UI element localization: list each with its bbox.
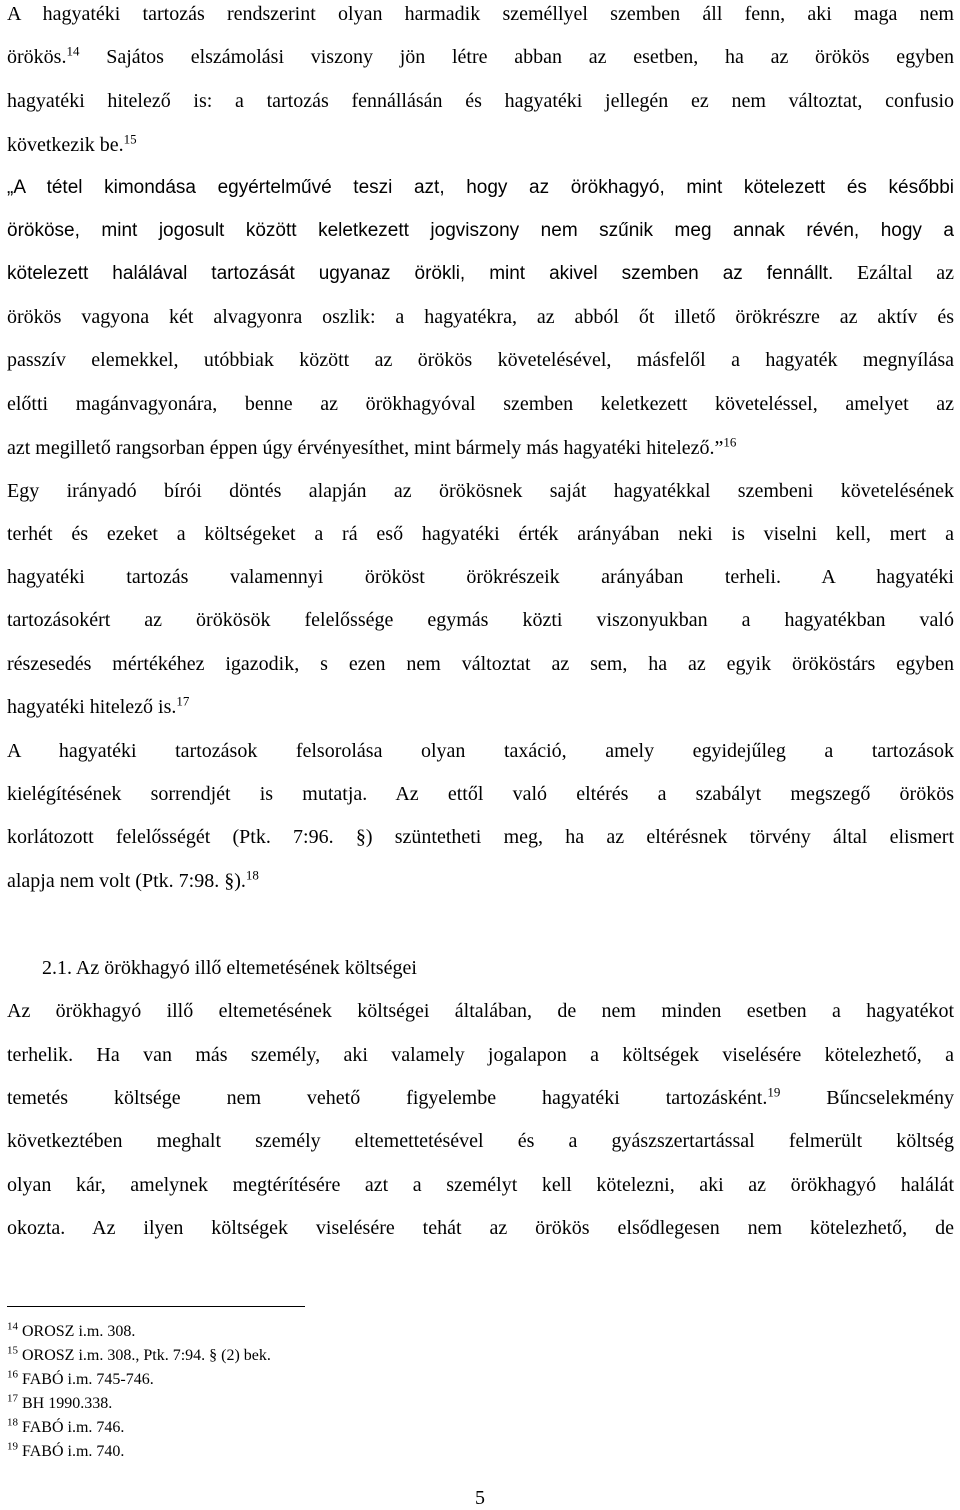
paragraph2-line <box>7 608 954 632</box>
text-run: kielégítésének sorrendjét is mutatja. Az ettől való eltérés a szabályt megszegő örökös <box>7 783 954 805</box>
paragraph1-line <box>7 89 954 113</box>
text-run: terhét és ezeket a költségeket a rá eső hagyatéki érték arányában neki is viselni kell, mert a <box>7 523 954 545</box>
paragraph3-line <box>7 825 954 849</box>
text-run: azt megillető rangsorban éppen úgy érvényesíthet, mint bármely más hagyatéki hitelező.” <box>7 437 724 459</box>
paragraph4-line <box>7 1173 954 1197</box>
footnote-number: 16 <box>7 1368 18 1381</box>
quote-line <box>7 219 954 243</box>
paragraph1-line <box>7 2 954 26</box>
paragraph4-line <box>7 1129 954 1153</box>
text-run: korlátozott felelősségét (Ptk. 7:96. §) szüntetheti meg, ha az eltérésnek törvény által elismert <box>7 826 954 848</box>
text-run: Bűncselekmény <box>780 1087 954 1109</box>
footnote-ref[interactable]: 19 <box>767 1084 781 1100</box>
text-run: előtti magánvagyonára, benne az örökhagyóval szemben keletkezett követeléssel, amelyet az <box>7 393 954 415</box>
text-run: következik be. <box>7 134 124 156</box>
paragraph2-line <box>7 565 954 589</box>
text-run: okozta. Az ilyen költségek viselésére tehát az örökös elsődlegesen nem kötelezhető, de <box>7 1217 954 1239</box>
footnote-text: OROSZ i.m. 308., Ptk. 7:94. § (2) bek. <box>18 1347 271 1364</box>
text-run: terhelik. Ha van más személy, aki valamely jogalapon a költségek viselésére kötelezhető, a <box>7 1044 954 1066</box>
footnote <box>7 1418 124 1438</box>
paragraph4-line <box>7 1043 954 1067</box>
text-run: A hagyatéki tartozás rendszerint olyan harmadik személlyel szemben áll fenn, aki maga nem <box>7 3 954 25</box>
text-run: örökös. <box>7 46 67 68</box>
quote-line <box>7 348 954 372</box>
footnote-text: FABÓ i.m. 746. <box>18 1419 125 1436</box>
text-run: „A tétel kimondása egyértelművé teszi azt, hogy az örökhagyó, mint kötelezett és későbbi <box>7 177 954 198</box>
footnote-text: OROSZ i.m. 308. <box>18 1323 136 1340</box>
paragraph3-line <box>7 739 954 763</box>
paragraph2-line <box>7 479 954 503</box>
paragraph4-line <box>7 1216 954 1240</box>
paragraph2-line <box>7 652 954 676</box>
text-run: hagyatéki tartozás valamennyi örököst örökrészeik arányában terheli. A hagyatéki <box>7 566 954 588</box>
footnote-text: BH 1990.338. <box>18 1395 113 1412</box>
quote-line <box>7 176 954 200</box>
footnote-number: 19 <box>7 1440 18 1453</box>
paragraph1-line <box>7 45 954 69</box>
text-run: örökös vagyona két alvagyonra oszlik: a hagyatékra, az abból őt illető örökrészre az aktív és <box>7 306 954 328</box>
footnote <box>7 1394 112 1414</box>
page-number: 5 <box>475 1487 485 1509</box>
quote-line <box>7 261 954 286</box>
section-heading: 2.1. Az örökhagyó illő eltemetésének költségei <box>42 957 417 979</box>
text-run: kötelezett halálával tartozását ugyanaz örökli, mint akivel szemben az fennállt. <box>7 263 834 284</box>
quote-line <box>7 436 954 460</box>
text-run: tartozásokért az örökösök felelőssége egymás közti viszonyukban a hagyatékban való <box>7 609 954 631</box>
quote-line <box>7 305 954 329</box>
text-run: Az örökhagyó illő eltemetésének költségei általában, de nem minden esetben a hagyatékot <box>7 1000 954 1022</box>
paragraph4-line <box>7 1086 954 1110</box>
text-run: A hagyatéki tartozások felsorolása olyan taxáció, amely egyidejűleg a tartozások <box>7 740 954 762</box>
text-run: Ezáltal az <box>833 262 954 284</box>
text-run: részesedés mértékéhez igazodik, s ezen nem változtat az sem, ha az egyik örököstárs egyben <box>7 653 954 675</box>
text-run: temetés költsége nem vehető figyelembe hagyatéki tartozásként. <box>7 1087 768 1109</box>
footnote <box>7 1370 154 1390</box>
footnote-ref[interactable]: 14 <box>66 43 80 59</box>
text-run: örököse, mint jogosult között keletkezett jogviszony nem szűnik meg annak révén, hogy a <box>7 220 954 241</box>
text-run: hagyatéki hitelező is. <box>7 696 177 718</box>
text-run: alapja nem volt (Ptk. 7:98. §). <box>7 870 246 892</box>
footnote <box>7 1442 124 1462</box>
text-run: Egy irányadó bírói döntés alapján az örökösnek saját hagyatékkal szembeni követelésének <box>7 480 954 502</box>
footnote-separator <box>7 1306 305 1307</box>
footnote-text: FABÓ i.m. 745-746. <box>18 1371 154 1388</box>
footnote-ref[interactable]: 15 <box>123 131 137 147</box>
footnote-ref[interactable]: 17 <box>176 693 190 709</box>
footnote-number: 14 <box>7 1320 18 1333</box>
paragraph3-line <box>7 869 954 893</box>
footnote-number: 17 <box>7 1392 18 1405</box>
text-run: Sajátos elszámolási viszony jön létre abban az esetben, ha az örökös egyben <box>79 46 954 68</box>
text-run: passzív elemekkel, utóbbiak között az örökös követelésével, másfelől a hagyaték megnyílása <box>7 349 954 371</box>
text-run: hagyatéki hitelező is: a tartozás fennállásán és hagyatéki jellegén ez nem változtat, confusio <box>7 90 954 112</box>
paragraph4-line <box>7 999 954 1023</box>
paragraph2-line <box>7 522 954 546</box>
paragraph1-line <box>7 133 954 157</box>
footnote <box>7 1346 271 1366</box>
text-run: következtében meghalt személy eltemettetésével és a gyászszertartással felmerült költség <box>7 1130 954 1152</box>
footnote-ref[interactable]: 16 <box>723 434 737 450</box>
quote-line <box>7 392 954 416</box>
footnote-number: 18 <box>7 1416 18 1429</box>
footnote-ref[interactable]: 18 <box>245 867 259 883</box>
footnote-text: FABÓ i.m. 740. <box>18 1443 125 1460</box>
text-run: olyan kár, amelynek megtérítésére azt a személyt kell kötelezni, aki az örökhagyó halálát <box>7 1174 954 1196</box>
paragraph2-line <box>7 695 954 719</box>
footnote-number: 15 <box>7 1344 18 1357</box>
paragraph3-line <box>7 782 954 806</box>
footnote <box>7 1322 135 1342</box>
